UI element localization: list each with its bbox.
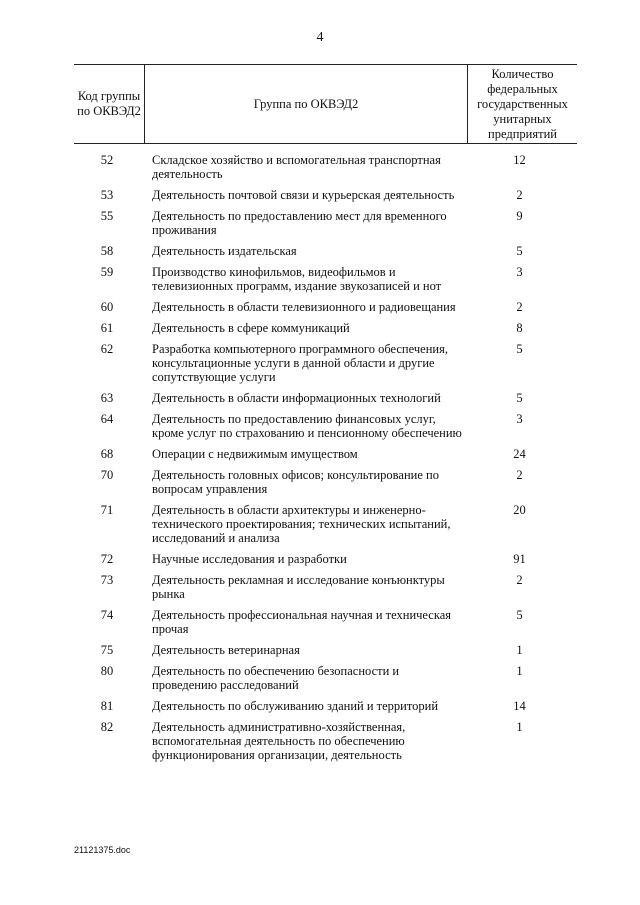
row-count: 5 [516, 391, 523, 405]
table-row [74, 153, 577, 181]
table-row [74, 552, 577, 566]
row-code: 61 [100, 321, 114, 335]
table-row [74, 300, 577, 314]
row-code: 63 [100, 391, 114, 405]
table-row [74, 608, 577, 636]
row-group: Деятельность почтовой связи и курьерская деятельность [152, 188, 455, 202]
header-code [74, 65, 145, 143]
table-row [74, 664, 577, 692]
row-code: 70 [100, 468, 114, 482]
row-count: 8 [516, 321, 523, 335]
document-filename: 21121375.doc [74, 845, 131, 855]
row-group: Производство кинофильмов, видеофильмов и телевизионных программ, издание звукозаписей и нот [152, 265, 442, 293]
table-row [74, 265, 577, 293]
row-count: 2 [516, 468, 523, 482]
row-code: 64 [100, 412, 114, 426]
header-group-label: Группа по ОКВЭД2 [253, 96, 359, 111]
row-group: Деятельность ветеринарная [152, 643, 300, 657]
table-row [74, 643, 577, 657]
row-group: Операции с недвижимым имуществом [152, 447, 358, 461]
row-code: 59 [100, 265, 114, 279]
row-code: 58 [100, 244, 114, 258]
row-count: 5 [516, 608, 523, 622]
row-group: Деятельность административно-хозяйственная, вспомогательная деятельность по обеспечению функционирования организации, деятельность [152, 720, 406, 762]
row-group: Деятельность по предоставлению финансовых услуг, кроме услуг по страхованию и пенсионному обеспечению [152, 412, 462, 440]
row-group: Деятельность по обслуживанию зданий и территорий [152, 699, 439, 713]
header-group [145, 65, 468, 143]
row-code: 82 [100, 720, 114, 734]
row-code: 80 [100, 664, 114, 678]
row-code: 53 [100, 188, 114, 202]
table-row [74, 412, 577, 440]
row-code: 62 [100, 342, 114, 356]
row-group: Деятельность по предоставлению мест для временного проживания [152, 209, 447, 237]
page-number: 4 [316, 30, 324, 45]
table-row [74, 209, 577, 237]
row-count: 5 [516, 244, 523, 258]
row-group: Деятельность в сфере коммуникаций [152, 321, 350, 335]
row-group: Деятельность издательская [152, 244, 297, 258]
row-code: 68 [100, 447, 114, 461]
row-code: 52 [100, 153, 114, 167]
table-row [74, 720, 577, 762]
row-count: 1 [516, 664, 523, 678]
header-count [468, 65, 577, 143]
table-row [74, 244, 577, 258]
table-body [74, 153, 577, 769]
row-count: 9 [516, 209, 523, 223]
row-group: Складское хозяйство и вспомогательная транспортная деятельность [152, 153, 441, 181]
row-count: 12 [513, 153, 526, 167]
row-count: 14 [513, 699, 526, 713]
row-code: 75 [100, 643, 114, 657]
table-row [74, 391, 577, 405]
header-code-label: Код группы по ОКВЭД2 [77, 89, 141, 118]
table-row [74, 503, 577, 545]
row-group: Деятельность в области информационных технологий [152, 391, 441, 405]
row-group: Деятельность по обеспечению безопасности и проведению расследований [152, 664, 400, 692]
row-code: 72 [100, 552, 114, 566]
row-count: 2 [516, 188, 523, 202]
table-row [74, 447, 577, 461]
row-count: 24 [513, 447, 526, 461]
row-group: Деятельность головных офисов; консультирование по вопросам управления [152, 468, 439, 496]
table-row [74, 699, 577, 713]
row-code: 73 [100, 573, 114, 587]
row-count: 1 [516, 720, 523, 734]
row-group: Деятельность в области телевизионного и радиовещания [152, 300, 456, 314]
row-count: 3 [516, 265, 523, 279]
row-count: 1 [516, 643, 523, 657]
row-code: 60 [100, 300, 114, 314]
row-group: Научные исследования и разработки [152, 552, 347, 566]
header-count-label: Количество федеральных государственных унитарных предприятий [477, 66, 568, 141]
row-code: 71 [100, 503, 114, 517]
row-group: Деятельность рекламная и исследование конъюнктуры рынка [152, 573, 445, 601]
row-count: 2 [516, 573, 523, 587]
row-code: 81 [100, 699, 114, 713]
row-count: 2 [516, 300, 523, 314]
row-code: 74 [100, 608, 114, 622]
row-group: Деятельность в области архитектуры и инженерно-технического проектирования; технических испытаний, исследований и анализа [152, 503, 451, 545]
row-count: 91 [513, 552, 526, 566]
table-row [74, 468, 577, 496]
table-row [74, 342, 577, 384]
row-group: Разработка компьютерного программного обеспечения, консультационные услуги в данной области и другие сопутствующие услуги [152, 342, 448, 384]
table-row [74, 321, 577, 335]
table-row [74, 573, 577, 601]
row-group: Деятельность профессиональная научная и техническая прочая [152, 608, 452, 636]
row-count: 20 [513, 503, 526, 517]
table-row [74, 188, 577, 202]
row-code: 55 [100, 209, 114, 223]
row-count: 3 [516, 412, 523, 426]
table-header [74, 64, 577, 144]
row-count: 5 [516, 342, 523, 356]
